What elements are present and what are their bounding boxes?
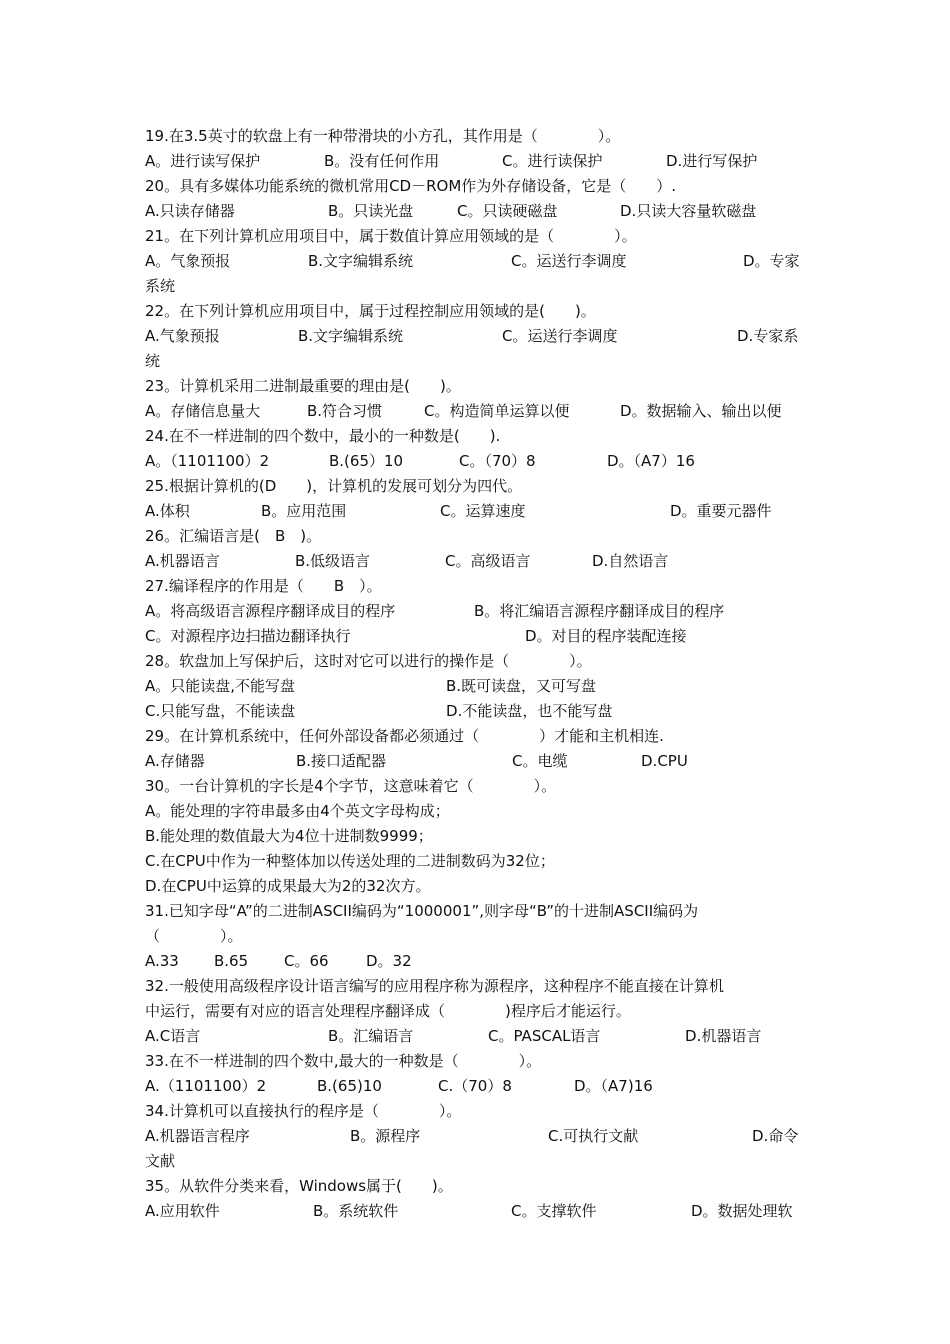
text-line [0,374,950,399]
text-line [0,1049,950,1074]
answer-option: B.(65）10 [329,452,404,470]
answer-option: B.既可读盘，又可写盘 [446,677,597,695]
answer-option: C.（70）8 [438,1077,512,1095]
answer-option: C。构造简单运算以便 [424,402,570,420]
text-line [0,224,950,249]
text-line [0,899,950,924]
answer-option: B.接口适配器 [296,752,387,770]
line-text: （ ）。 [145,927,243,945]
text-line [0,324,950,349]
answer-option: B.符合习惯 [307,402,383,420]
answer-option: A。将高级语言源程序翻译成目的程序 [145,602,396,620]
answer-option: A.体积 [145,502,190,520]
text-line [0,924,950,949]
answer-option: D.命令 [752,1127,799,1145]
text-line [0,949,950,974]
answer-option: A.只读存储器 [145,202,235,220]
answer-option: C。运送行李调度 [502,327,618,345]
answer-option: A.机器语言 [145,552,220,570]
answer-option: D。专家 [743,252,800,270]
line-text: 21。在下列计算机应用项目中，属于数值计算应用领域的是（ ）。 [145,227,637,245]
answer-option: A.C语言 [145,1027,201,1045]
answer-option: A。存储信息量大 [145,402,261,420]
text-line [0,799,950,824]
line-text: 文献 [145,1152,176,1170]
line-text: 32.一般使用高级程序设计语言编写的应用程序称为源程序，这种程序不能直接在计算机 [145,977,724,995]
answer-option: B。汇编语言 [328,1027,414,1045]
answer-option: A.（1101100）2 [145,1077,267,1095]
text-line [0,1149,950,1174]
answer-option: C。（70）8 [459,452,536,470]
line-text: 23。计算机采用二进制最重要的理由是( )。 [145,377,461,395]
text-line [0,299,950,324]
line-text: 33.在不一样进制的四个数中,最大的一种数是（ ）。 [145,1052,542,1070]
line-text: 26。汇编语言是( B )。 [145,527,322,545]
answer-option: A.应用软件 [145,1202,220,1220]
answer-option: C。66 [284,952,329,970]
answer-option: B。只读光盘 [328,202,414,220]
answer-option: C。对源程序边扫描边翻译执行 [145,627,351,645]
text-line [0,624,950,649]
line-text: 19.在3.5英寸的软盘上有一种带滑块的小方孔，其作用是（ ）。 [145,127,621,145]
answer-option: D。数据处理软 [691,1202,793,1220]
text-line [0,549,950,574]
text-line [0,874,950,899]
text-line [0,349,950,374]
text-line [0,749,950,774]
text-line [0,574,950,599]
line-text: 20。具有多媒体功能系统的微机常用CD－ROM作为外存储设备，它是（ ）. [145,177,677,195]
answer-option: D.自然语言 [592,552,669,570]
line-text: 29。在计算机系统中，任何外部设备都必须通过（ ）才能和主机相连. [145,727,664,745]
text-line [0,274,950,299]
answer-option: B.低级语言 [295,552,371,570]
text-line [0,249,950,274]
text-line [0,1024,950,1049]
answer-option: D。（A7)16 [574,1077,653,1095]
answer-option: D。数据输入、输出以便 [620,402,782,420]
line-text: 22。在下列计算机应用项目中，属于过程控制应用领域的是( )。 [145,302,596,320]
answer-option: D.专家系 [737,327,799,345]
answer-option: D。重要元器件 [670,502,772,520]
text-line [0,1099,950,1124]
text-line [0,849,950,874]
text-line [0,1124,950,1149]
text-line [0,124,950,149]
answer-option: A。只能读盘,不能写盘 [145,677,296,695]
answer-option: B.65 [214,952,249,970]
answer-option: C。运算速度 [440,502,526,520]
text-line [0,824,950,849]
text-line [0,774,950,799]
text-line [0,174,950,199]
answer-option: B。系统软件 [313,1202,399,1220]
answer-option: D。32 [366,952,412,970]
answer-option: D.机器语言 [685,1027,762,1045]
line-text: 35。从软件分类来看，Windows属于( )。 [145,1177,453,1195]
text-line [0,149,950,174]
line-text: 系统 [145,277,176,295]
text-line [0,699,950,724]
answer-option: C。高级语言 [445,552,531,570]
line-text: 30。一台计算机的字长是4个字节，这意味着它（ ）。 [145,777,557,795]
answer-option: C。只读硬磁盘 [457,202,558,220]
text-line [0,474,950,499]
text-line [0,1174,950,1199]
text-line [0,724,950,749]
answer-option: B.文字编辑系统 [308,252,414,270]
answer-option: B.文字编辑系统 [298,327,404,345]
text-line [0,399,950,424]
answer-option: C。电缆 [512,752,568,770]
answer-option: A.33 [145,952,179,970]
answer-option: A.机器语言程序 [145,1127,250,1145]
text-line [0,524,950,549]
answer-option: B。源程序 [350,1127,421,1145]
line-text: B.能处理的数值最大为4位十进制数9999； [145,827,433,845]
answer-option: A。气象预报 [145,252,231,270]
answer-option: A。（1101100）2 [145,452,270,470]
text-line [0,674,950,699]
answer-option: A.存储器 [145,752,205,770]
answer-option: C。PASCAL语言 [488,1027,601,1045]
line-text: D.在CPU中运算的成果最大为2的32次方。 [145,877,431,895]
line-text: 24.在不一样进制的四个数中，最小的一种数是( ). [145,427,501,445]
answer-option: C。运送行李调度 [511,252,627,270]
line-text: 28。软盘加上写保护后，这时对它可以进行的操作是（ ）。 [145,652,592,670]
text-line [0,449,950,474]
text-line [0,499,950,524]
line-text: 31.已知字母“A”的二进制ASCII编码为“1000001”,则字母“B”的十进制ASCII编码为 [145,902,699,920]
answer-option: A.气象预报 [145,327,220,345]
line-text: C.在CPU中作为一种整体加以传送处理的二进制数码为32位； [145,852,555,870]
line-text: 统 [145,352,161,370]
answer-option: C.只能写盘，不能读盘 [145,702,296,720]
text-line [0,424,950,449]
answer-option: B。将汇编语言源程序翻译成目的程序 [474,602,725,620]
answer-option: B.(65)10 [317,1077,382,1095]
answer-option: D.进行写保护 [666,152,758,170]
line-text: 34.计算机可以直接执行的程序是（ ）。 [145,1102,462,1120]
text-line [0,1074,950,1099]
answer-option: B。应用范围 [261,502,347,520]
answer-option: D。对目的程序装配连接 [525,627,687,645]
answer-option: D.CPU [641,752,688,770]
answer-option: D.只读大容量软磁盘 [620,202,757,220]
line-text: A。能处理的字符串最多由4个英文字母构成； [145,802,450,820]
line-text: 27.编译程序的作用是（ B ）。 [145,577,382,595]
text-line [0,199,950,224]
answer-option: B。没有任何作用 [324,152,440,170]
text-line [0,599,950,624]
answer-option: C。进行读保护 [502,152,603,170]
line-text: 中运行，需要有对应的语言处理程序翻译成（ )程序后才能运行。 [145,1002,631,1020]
answer-option: A。进行读写保护 [145,152,261,170]
answer-option: C.可执行文献 [548,1127,639,1145]
text-line [0,974,950,999]
answer-option: D。（A7）16 [607,452,695,470]
answer-option: C。支撑软件 [511,1202,597,1220]
line-text: 25.根据计算机的(D )，计算机的发展可划分为四代。 [145,477,523,495]
text-line [0,649,950,674]
text-line [0,999,950,1024]
answer-option: D.不能读盘，也不能写盘 [446,702,613,720]
text-line [0,1199,950,1224]
